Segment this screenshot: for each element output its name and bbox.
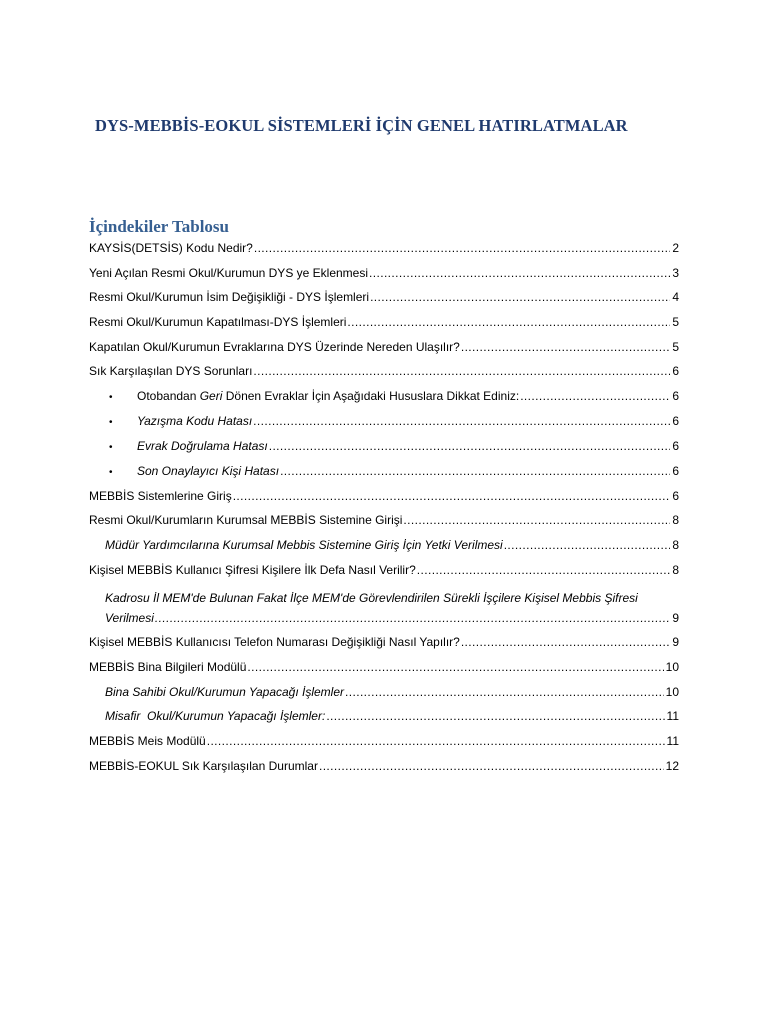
toc-entry-text: Son Onaylayıcı Kişi Hatası — [137, 464, 280, 478]
toc-page-number: 6 — [672, 439, 679, 453]
toc-leader — [417, 562, 671, 579]
toc-page-number: 6 — [672, 389, 679, 403]
toc-entry-line — [105, 608, 679, 628]
toc-entry-kapatilmasi[interactable] — [89, 314, 679, 331]
toc-page-number: 10 — [665, 685, 679, 699]
toc-leader — [347, 314, 670, 331]
toc-leader — [155, 608, 670, 628]
toc-page-number: 6 — [672, 464, 679, 478]
toc-leader — [403, 512, 670, 529]
toc-page-number: 6 — [672, 489, 679, 503]
toc-entry-text: MEBBİS Meis Modülü — [89, 734, 206, 748]
toc-entry-otobandan-geri[interactable] — [106, 388, 679, 406]
toc-entry-text: Kişisel MEBBİS Kullanıcısı Telefon Numarası Değişikliği Nasıl Yapılır? — [89, 635, 460, 649]
toc-leader — [269, 438, 671, 455]
toc-entry-text: MEBBİS-EOKUL Sık Karşılaşılan Durumlar — [89, 759, 318, 773]
toc-entry-mudur-yardimcilari[interactable] — [105, 537, 679, 554]
toc-entry-misafir-okul[interactable] — [105, 708, 679, 725]
toc-leader — [461, 634, 670, 651]
toc-entry-meis-modulu[interactable] — [89, 733, 679, 750]
toc-entry-text-continued: Verilmesi — [105, 611, 154, 625]
toc-entry-eokul-durumlar[interactable] — [89, 758, 679, 775]
toc-leader — [504, 537, 671, 554]
toc-page-number: 8 — [672, 563, 679, 577]
bullet-icon: • — [109, 442, 113, 453]
toc-entry-text: MEBBİS Sistemlerine Giriş — [89, 489, 232, 503]
toc-entry-text: Misafir Okul/Kurumun Yapacağı İşlemler: — [105, 709, 326, 723]
toc-leader — [207, 733, 665, 750]
bullet-icon: • — [109, 467, 113, 478]
toc-entry-text: Evrak Doğrulama Hatası — [137, 439, 268, 453]
toc-entry-kaysis[interactable] — [89, 240, 679, 257]
toc-page-number: 9 — [672, 635, 679, 649]
toc-entry-text: Sık Karşılaşılan DYS Sorunları — [89, 364, 253, 378]
toc-entry-text: Resmi Okul/Kurumun Kapatılması-DYS İşlemleri — [89, 315, 347, 329]
toc-entry-dys-sorunlari[interactable] — [89, 363, 679, 380]
toc-page-number: 5 — [672, 315, 679, 329]
toc-leader — [345, 684, 664, 701]
toc-entry-kurumsal-mebbis[interactable] — [89, 512, 679, 529]
toc-leader — [461, 339, 670, 356]
toc-entry-bina-bilgileri[interactable] — [89, 659, 679, 676]
toc-entry-yazisma-kodu[interactable] — [106, 413, 679, 431]
toc-entry-text: Kadrosu İl MEM'de Bulunan Fakat İlçe MEM'de Görevlendirilen Sürekli İşçilere Kişisel Mebbis Şifresi — [105, 591, 638, 605]
document-title: DYS-MEBBİS-EOKUL SİSTEMLERİ İÇİN GENEL HATIRLATMALAR — [95, 116, 628, 135]
toc-entry-text: Kapatılan Okul/Kurumun Evraklarına DYS Üzerinde Nereden Ulaşılır? — [89, 340, 460, 354]
toc-entry-telefon-degisikligi[interactable] — [89, 634, 679, 651]
toc-entry-text: Resmi Okul/Kurumların Kurumsal MEBBİS Sistemine Girişi — [89, 513, 403, 527]
toc-entry-text: MEBBİS Bina Bilgileri Modülü — [89, 660, 247, 674]
toc-leader — [254, 240, 670, 257]
toc-heading: İçindekiler Tablosu — [89, 217, 229, 236]
toc-entry-text: Bina Sahibi Okul/Kurumun Yapacağı İşlemler — [105, 685, 345, 699]
toc-page-number: 2 — [672, 241, 679, 255]
toc-entry-kapatilan-evraklar[interactable] — [89, 339, 679, 356]
toc-entry-text: Kişisel MEBBİS Kullanıcı Şifresi Kişilere İlk Defa Nasıl Verilir? — [89, 563, 416, 577]
toc-leader — [370, 289, 670, 306]
toc-entry-kadrosu-il-mem[interactable] — [105, 588, 679, 628]
toc-page-number: 10 — [665, 660, 679, 674]
toc-entry-text: Yazışma Kodu Hatası — [137, 414, 253, 428]
toc-page-number: 5 — [672, 340, 679, 354]
toc-entry-text: Otobandan Geri Dönen Evraklar İçin Aşağıdaki Hususlara Dikkat Ediniz: — [137, 389, 520, 403]
toc-page-number: 9 — [672, 611, 679, 625]
toc-entry-bina-sahibi[interactable] — [105, 684, 679, 701]
toc-page-number: 11 — [666, 734, 679, 748]
toc-entry-yeni-okul[interactable] — [89, 265, 679, 282]
toc-page-number: 4 — [672, 290, 679, 304]
toc-entry-text: Resmi Okul/Kurumun İsim Değişikliği - DYS İşlemleri — [89, 290, 370, 304]
toc-entry-text: Yeni Açılan Resmi Okul/Kurumun DYS ye Eklenmesi — [89, 266, 369, 280]
toc-page-number: 8 — [672, 538, 679, 552]
toc-page-number: 6 — [672, 414, 679, 428]
toc-leader — [369, 265, 670, 282]
toc-leader — [247, 659, 663, 676]
toc-entry-son-onaylayici[interactable] — [106, 463, 679, 481]
toc-leader — [326, 708, 664, 725]
toc-page-number: 6 — [672, 364, 679, 378]
toc-entry-text: KAYSİS(DETSİS) Kodu Nedir? — [89, 241, 253, 255]
toc-page-number: 12 — [665, 759, 679, 773]
toc-leader — [520, 388, 670, 405]
toc-leader — [280, 463, 670, 480]
toc-leader — [253, 413, 670, 430]
toc-leader — [233, 488, 671, 505]
toc-entry-mebbis-giris[interactable] — [89, 488, 679, 505]
toc-entry-evrak-dogrulama[interactable] — [106, 438, 679, 456]
toc-entry-isim-degisikligi[interactable] — [89, 289, 679, 306]
toc-entry-text: Müdür Yardımcılarına Kurumsal Mebbis Sistemine Giriş İçin Yetki Verilmesi — [105, 538, 503, 552]
bullet-icon: • — [109, 392, 113, 403]
toc-page-number: 11 — [666, 709, 679, 723]
toc-page-number: 8 — [672, 513, 679, 527]
toc-entry-kisisel-sifre[interactable] — [89, 562, 679, 579]
toc-leader — [319, 758, 664, 775]
bullet-icon: • — [109, 417, 113, 428]
toc-leader — [253, 363, 670, 380]
toc-page-number: 3 — [672, 266, 679, 280]
